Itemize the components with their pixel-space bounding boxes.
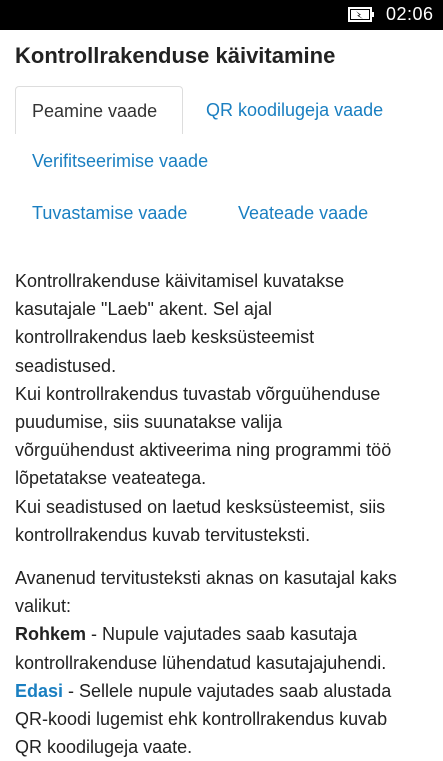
main-content (15, 267, 435, 761)
text-line: valikut: (15, 596, 72, 617)
text-line: kasutajale "Laeb" akent. Sel ajal (15, 299, 272, 320)
battery-charging-icon (348, 6, 376, 23)
edasi-term: Edasi (15, 680, 64, 701)
text-line: Avanenud tervitusteksti aknas on kasutajal kaks (15, 568, 397, 589)
tab-label: Peamine vaade (32, 101, 158, 121)
edasi-description: - Sellele nupule vajutades saab alustada (63, 680, 392, 701)
rohkem-term: Rohkem (15, 624, 87, 645)
edasi-description-end: QR koodilugeja vaate. (15, 737, 193, 758)
text-line: seadistused. (15, 355, 117, 376)
options-paragraph (15, 564, 435, 761)
tab-peamine-vaade[interactable] (15, 86, 183, 134)
rohkem-description: - Nupule vajutades saab kasutaja (86, 624, 358, 645)
rohkem-description-cont: kontrollrakenduse lühendatud kasutajajuhendi. (15, 652, 387, 673)
tab-qr-koodilugeja-vaade[interactable]: QR koodilugeja vaade (206, 100, 384, 120)
text-line: lõpetatakse veateatega. (15, 468, 207, 489)
text-line: puudumise, siis suunatakse valija (15, 412, 283, 433)
text-line: kontrollrakendus kuvab tervitusteksti. (15, 524, 311, 545)
status-clock: 02:06 (386, 4, 434, 24)
page-title: Kontrollrakenduse käivitamine (15, 43, 336, 68)
text-line: Kui kontrollrakendus tuvastab võrguühenduse (15, 383, 381, 404)
edasi-description-cont: QR-koodi lugemist ehk kontrollrakendus kuvab (15, 709, 388, 730)
text-line: Kui seadistused on laetud kesksüsteemist, siis (15, 496, 386, 517)
intro-paragraph (15, 267, 435, 549)
status-bar (0, 0, 443, 30)
text-line: kontrollrakendus laeb kesksüsteemist (15, 327, 315, 348)
tab-verifitseerimise-vaade[interactable]: Verifitseerimise vaade (32, 151, 209, 171)
tab-veateade-vaade[interactable]: Veateade vaade (238, 203, 369, 223)
tab-tuvastamise-vaade[interactable]: Tuvastamise vaade (32, 203, 188, 223)
text-line: võrguühendust aktiveerima ning programmi töö (15, 440, 392, 461)
text-line: Kontrollrakenduse käivitamisel kuvatakse (15, 271, 345, 291)
